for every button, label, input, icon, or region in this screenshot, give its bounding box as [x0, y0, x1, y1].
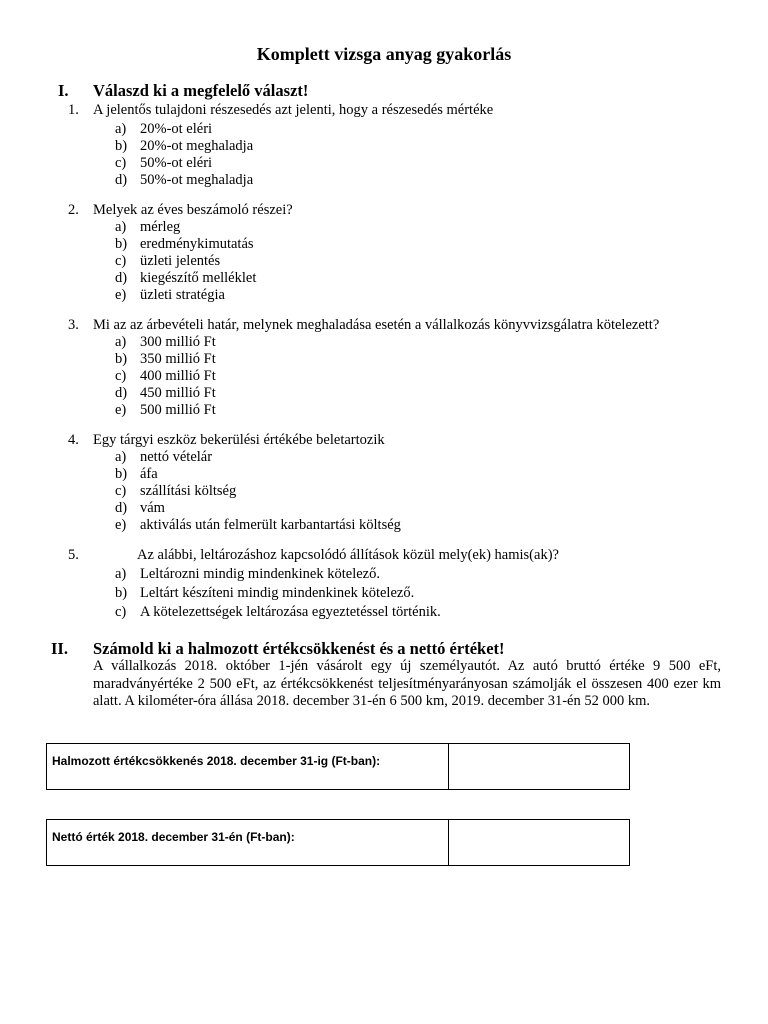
answer-box-accumulated-depreciation [46, 743, 630, 790]
option-letter: c) [115, 253, 127, 269]
question-text: Mi az az árbevételi határ, melynek meghaladása esetén a vállalkozás könyvvizsgálatra kötelezett? [93, 317, 660, 333]
option-text: 400 millió Ft [140, 368, 216, 384]
option-text: 500 millió Ft [140, 402, 216, 418]
option-text: 20%-ot eléri [140, 121, 213, 137]
option-text: vám [140, 500, 165, 516]
option-item [0, 236, 768, 253]
option-item [0, 138, 768, 155]
option-text: Leltározni mindig mindenkinek kötelező. [140, 566, 380, 582]
option-letter: e) [115, 517, 127, 533]
option-item [0, 402, 768, 419]
section-1-title: Válaszd ki a megfelelő választ! [93, 81, 309, 100]
option-letter: b) [115, 585, 128, 601]
option-letter: d) [115, 385, 128, 401]
option-item [0, 121, 768, 138]
option-letter: c) [115, 155, 127, 171]
answer-label: Nettó érték 2018. december 31-én (Ft-ban): [52, 830, 295, 844]
option-letter: c) [115, 604, 127, 620]
option-letter: b) [115, 138, 128, 154]
option-item [0, 253, 768, 270]
answer-label: Halmozott értékcsökkenés 2018. december 31-ig (Ft-ban): [52, 754, 381, 768]
option-text: eredménykimutatás [140, 236, 254, 252]
option-text: 450 millió Ft [140, 385, 216, 401]
option-letter: b) [115, 466, 128, 482]
answer-box-net-value [46, 819, 630, 866]
option-item [0, 351, 768, 368]
option-letter: c) [115, 483, 127, 499]
option-item [0, 334, 768, 351]
option-text: kiegészítő melléklet [140, 270, 257, 286]
option-item [0, 500, 768, 517]
option-text: A kötelezettségek leltározása egyeztetéssel történik. [140, 604, 441, 620]
option-text: Leltárt készíteni mindig mindenkinek kötelező. [140, 585, 415, 601]
option-item [0, 270, 768, 287]
question-number: 5. [68, 547, 79, 563]
question-number: 2. [68, 202, 79, 218]
option-text: üzleti stratégia [140, 287, 225, 303]
option-letter: b) [115, 351, 128, 367]
option-text: 20%-ot meghaladja [140, 138, 254, 154]
page-title: Komplett vizsga anyag gyakorlás [256, 44, 512, 64]
option-letter: a) [115, 449, 127, 465]
option-letter: a) [115, 566, 127, 582]
question-text: Egy tárgyi eszköz bekerülési értékébe beletartozik [93, 432, 385, 448]
answer-label-cell [47, 744, 449, 789]
option-item [0, 385, 768, 402]
answer-label-cell [47, 820, 449, 865]
option-item [0, 466, 768, 483]
option-letter: d) [115, 500, 128, 516]
option-item [0, 585, 768, 602]
answer-input-cell[interactable] [449, 744, 629, 789]
option-item [0, 219, 768, 236]
section-2-title: Számold ki a halmozott értékcsökkenést és a nettó értéket! [93, 639, 505, 658]
option-text: üzleti jelentés [140, 253, 221, 269]
option-item [0, 604, 768, 621]
option-text: áfa [140, 466, 158, 482]
option-item [0, 566, 768, 583]
option-text: 50%-ot eléri [140, 155, 213, 171]
option-item [0, 483, 768, 500]
section-1-numeral: I. [58, 81, 69, 100]
option-letter: b) [115, 236, 128, 252]
option-letter: a) [115, 334, 127, 350]
problem-paragraph: A vállalkozás 2018. október 1-jén vásárolt egy új személyautót. Az autó bruttó értéke 9 500 eFt, maradványértéke 2 500 eFt, az értékcsökkenést teljesítményarányosan számolják el összesen 400 ezer km alatt. A kilométer-óra állása 2018. december 31-én 6 500 km, 2019. december 31-én 52 000 km. [93, 658, 721, 709]
option-letter: a) [115, 121, 127, 137]
option-item [0, 155, 768, 172]
question-text: A jelentős tulajdoni részesedés azt jelenti, hogy a részesedés mértéke [93, 102, 494, 118]
option-letter: d) [115, 172, 128, 188]
option-letter: e) [115, 402, 127, 418]
option-text: 50%-ot meghaladja [140, 172, 254, 188]
option-item [0, 172, 768, 189]
option-item [0, 517, 768, 534]
question-text: Melyek az éves beszámoló részei? [93, 202, 293, 218]
option-text: 350 millió Ft [140, 351, 216, 367]
option-letter: d) [115, 270, 128, 286]
section-2-numeral: II. [51, 639, 68, 658]
option-item [0, 287, 768, 304]
question-number: 1. [68, 102, 79, 118]
option-letter: a) [115, 219, 127, 235]
option-item [0, 368, 768, 385]
option-text: mérleg [140, 219, 181, 235]
option-letter: c) [115, 368, 127, 384]
option-text: 300 millió Ft [140, 334, 216, 350]
option-letter: e) [115, 287, 127, 303]
option-text: nettó vételár [140, 449, 213, 465]
option-text: aktiválás után felmerült karbantartási költség [140, 517, 401, 533]
answer-input-cell[interactable] [449, 820, 629, 865]
question-number: 3. [68, 317, 79, 333]
question-number: 4. [68, 432, 79, 448]
question-text: Az alábbi, leltározáshoz kapcsolódó állítások közül mely(ek) hamis(ak)? [137, 547, 559, 563]
option-text: szállítási költség [140, 483, 237, 499]
option-item [0, 449, 768, 466]
